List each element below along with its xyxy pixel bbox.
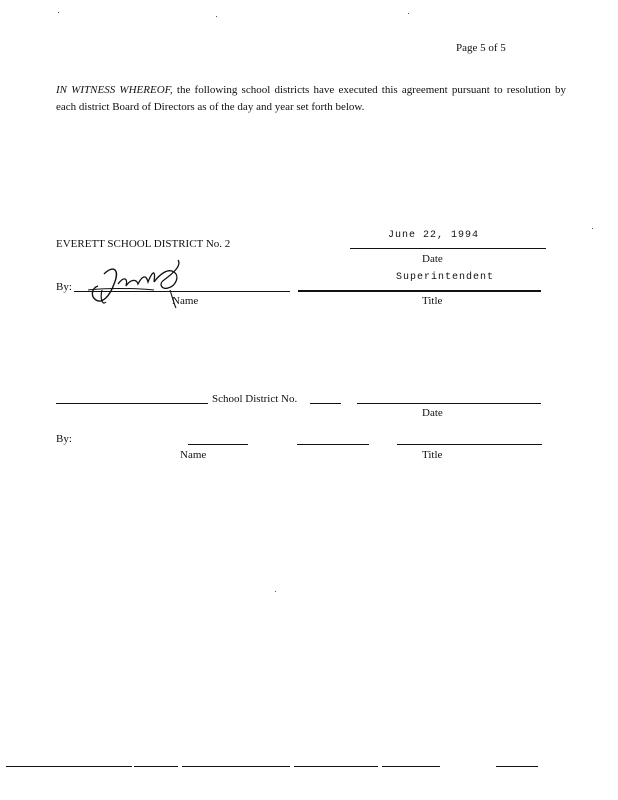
- date-line-2: [357, 403, 541, 404]
- witness-lead: IN WITNESS WHEREOF,: [56, 84, 173, 96]
- name-line-2b: [297, 444, 369, 445]
- title-line: [298, 290, 541, 292]
- name-label: Name: [172, 295, 199, 307]
- scan-border-line: [182, 766, 290, 767]
- scan-speck: [216, 16, 217, 17]
- date-value: June 22, 1994: [388, 230, 480, 241]
- name-line-2a: [188, 444, 248, 445]
- witness-paragraph: [56, 82, 566, 116]
- name-label-2: Name: [180, 449, 207, 461]
- title-line-2: [397, 444, 542, 445]
- scan-speck: [275, 591, 276, 592]
- scan-speck: [592, 228, 593, 229]
- date-line: [350, 248, 546, 249]
- title-value: Superintendent: [396, 272, 495, 283]
- scan-border-line: [134, 766, 178, 767]
- date-label: Date: [422, 253, 443, 265]
- scan-border-line: [6, 766, 132, 767]
- title-label-2: Title: [422, 449, 443, 461]
- by-label-2: By:: [56, 433, 72, 445]
- date-label-2: Date: [422, 407, 443, 419]
- scan-border-line: [294, 766, 378, 767]
- witness-text: the following school districts have executed this agreement pursuant to resolution by each district Board of Directors as of the day and year set forth below.: [56, 84, 566, 113]
- title-label: Title: [422, 295, 443, 307]
- district-number-line: [310, 403, 341, 404]
- page-number: Page 5 of 5: [456, 42, 506, 54]
- scan-border-line: [382, 766, 440, 767]
- school-district-label: School District No.: [212, 393, 298, 405]
- scan-border-line: [496, 766, 538, 767]
- by-label: By:: [56, 281, 72, 293]
- district-name: EVERETT SCHOOL DISTRICT No. 2: [56, 238, 231, 250]
- scan-speck: [58, 12, 59, 13]
- scan-speck: [408, 13, 409, 14]
- district-name-line: [56, 403, 208, 404]
